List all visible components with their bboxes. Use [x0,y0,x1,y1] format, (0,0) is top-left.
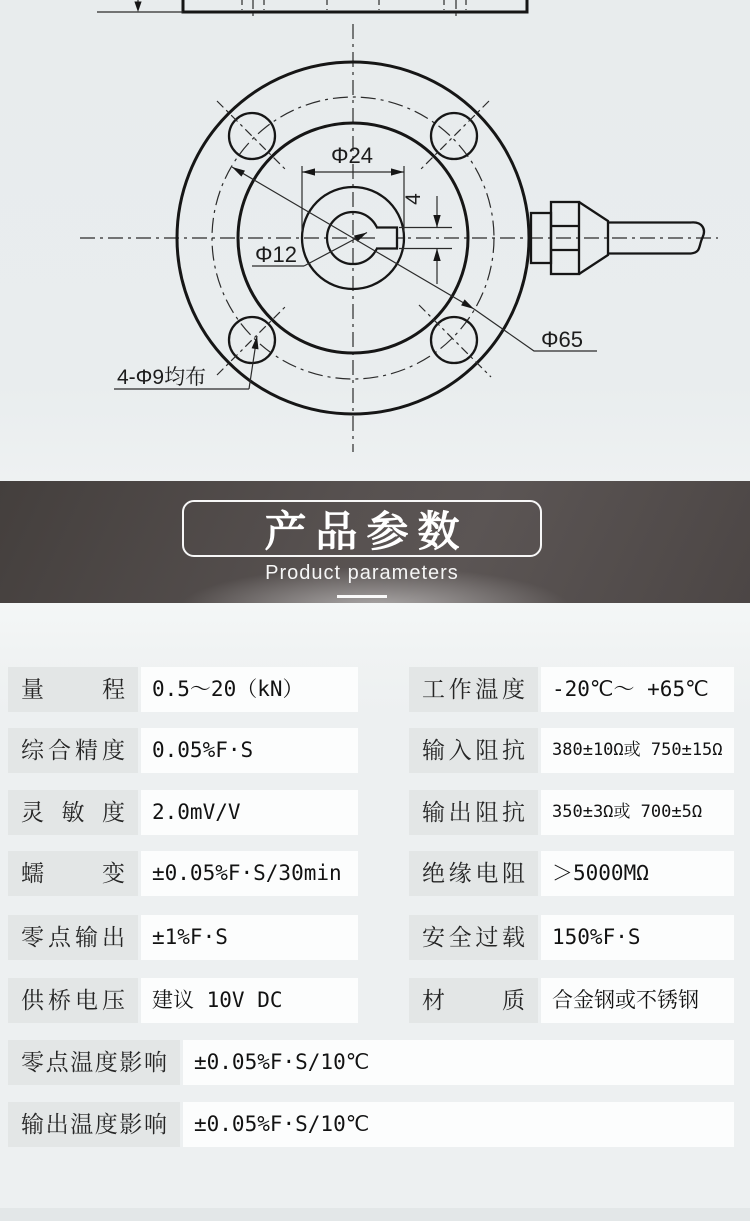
spec-label-output-temp-effect: 输出温度影响 [8,1102,180,1147]
spec-value-operating-temp: -20℃～ +65℃ [541,667,734,712]
spec-label-bridge-voltage: 供桥电压 [8,978,138,1023]
dim-arrow-down [134,2,141,13]
spec-value-accuracy: 0.05%F·S [141,728,358,773]
spec-label-safe-overload: 安全过载 [409,915,538,960]
spec-value-material: 合金钢或不锈钢 [541,978,734,1023]
spec-value-input-impedance: 380±10Ω或 750±15Ω [541,728,734,773]
spec-label-zero-temp-effect: 零点温度影响 [8,1040,180,1085]
product-parameters-banner [0,481,750,603]
banner-title: 产品参数 [264,507,469,555]
dim-phi24-label: Φ24 [330,143,374,168]
spec-value-output-impedance: 350±3Ω或 700±5Ω [541,790,734,835]
spec-value-safe-overload: 150%F·S [541,915,734,960]
technical-drawing-section [0,0,750,481]
spec-label-creep: 蠕变 [8,851,138,896]
spec-value-zero-temp-effect: ±0.05%F·S/10℃ [183,1040,734,1085]
dim-phi12-label: Φ12 [255,242,298,267]
spec-label-accuracy: 综合精度 [8,728,138,773]
spec-value-output-temp-effect: ±0.05%F·S/10℃ [183,1102,734,1147]
spec-value-creep: ±0.05%F·S/30min [141,851,358,896]
spec-label-zero-output: 零点输出 [8,915,138,960]
banner-divider [337,595,387,598]
spec-value-sensitivity: 2.0mV/V [141,790,358,835]
spec-value-bridge-voltage: 建议 10V DC [141,978,358,1023]
side-view [97,0,527,18]
banner-title-box [182,500,542,557]
spec-value-range: 0.5～20（kN） [141,667,358,712]
spec-label-insulation-resistance: 绝缘电阻 [409,851,538,896]
spec-label-sensitivity: 灵敏度 [8,790,138,835]
spec-label-input-impedance: 输入阻抗 [409,728,538,773]
spec-label-output-impedance: 输出阻抗 [409,790,538,835]
spec-label-range: 量程 [8,667,138,712]
specs-table [0,603,750,1221]
dim-keyway-label: 4 [402,193,425,205]
banner-subtitle: Product parameters [265,562,459,584]
dim-bolt-holes-label: 4-Φ9均布 [117,366,207,389]
spec-value-insulation-resistance: ＞5000MΩ [541,851,734,896]
load-cell-drawing [0,0,750,481]
spec-label-operating-temp: 工作温度 [409,667,538,712]
spec-label-material: 材质 [409,978,538,1023]
bottom-strip [0,1208,750,1221]
dim-phi65-label: Φ65 [541,327,584,352]
spec-value-zero-output: ±1%F·S [141,915,358,960]
